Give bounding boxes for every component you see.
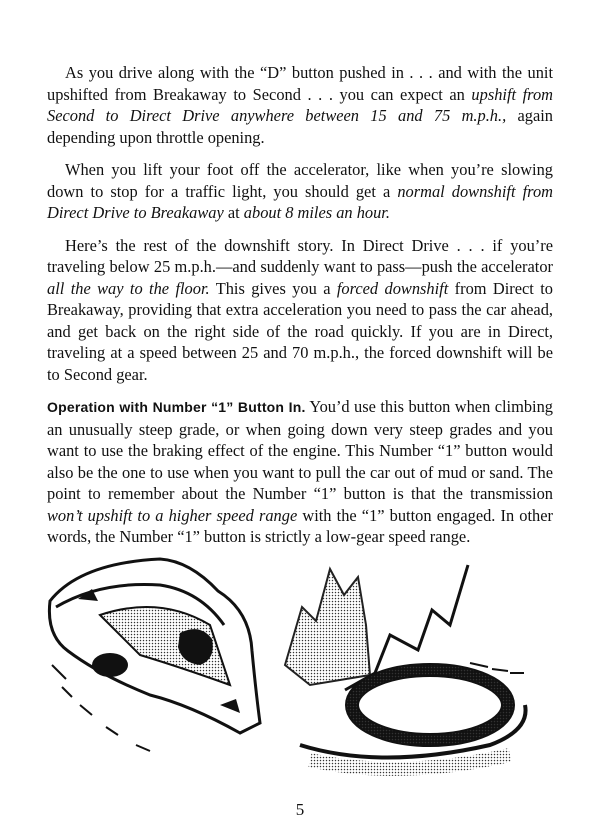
section-heading: Operation with Number “1” Button In. [47,399,306,415]
text-run: at [223,203,244,222]
paragraph [47,396,553,548]
paragraph [47,159,553,224]
text-run: As you drive along with the “D” button pushed in . . . and with the unit upshifted from Breakaway to Second . . . you can expect an [47,63,553,104]
text-run: This gives you a [209,278,337,298]
page-number: 5 [295,800,305,819]
text-run: You’d use this button when climbing an unusually steep grade, or when going down very steep grades and you want to use the braking effect of the engine. This Number “1” button would also be the one to use when you want to pull the car out of mud or sand. The point to remember about the Number “1” button is that the transmission [47,397,553,503]
car-road-illustration-icon [40,555,560,780]
italic-text: won’t upshift to a higher speed range [47,505,298,525]
text-run: again depending upon throttle opening. [47,106,554,147]
body-text [47,62,553,559]
italic-text: forced downshift [336,278,449,298]
text-run: with the “1” button engaged. In other words, the Number “1” button is strictly a low-gear speed range. [47,505,553,546]
paragraph [47,62,553,148]
text-run: When you lift your foot off the accelerator, like when you’re slowing down to stop for a traffic light, you should get a [47,160,553,201]
italic-text: about 8 miles an hour. [243,203,390,222]
paragraph [47,235,553,386]
italic-text: normal downshift from Direct Drive to Breakaway [47,181,553,222]
italic-text: all the way to the floor. [47,278,210,298]
italic-text: upshift from Second to Direct Drive anywhere between 15 and 75 m.p.h., [47,84,553,125]
text-run: Here’s the rest of the downshift story. In Direct Drive . . . if you’re traveling below 25 m.p.h.—and suddenly want to pass—push the accelerator [47,235,553,276]
text-run: from Direct to Breakaway, providing that extra acceleration you need to pass the car ahead, and get back on the right side of the road quickly. If you are in Direct, traveling at a speed between 25 and 70 m.p.h., the forced downshift will be to Second gear. [47,278,553,384]
